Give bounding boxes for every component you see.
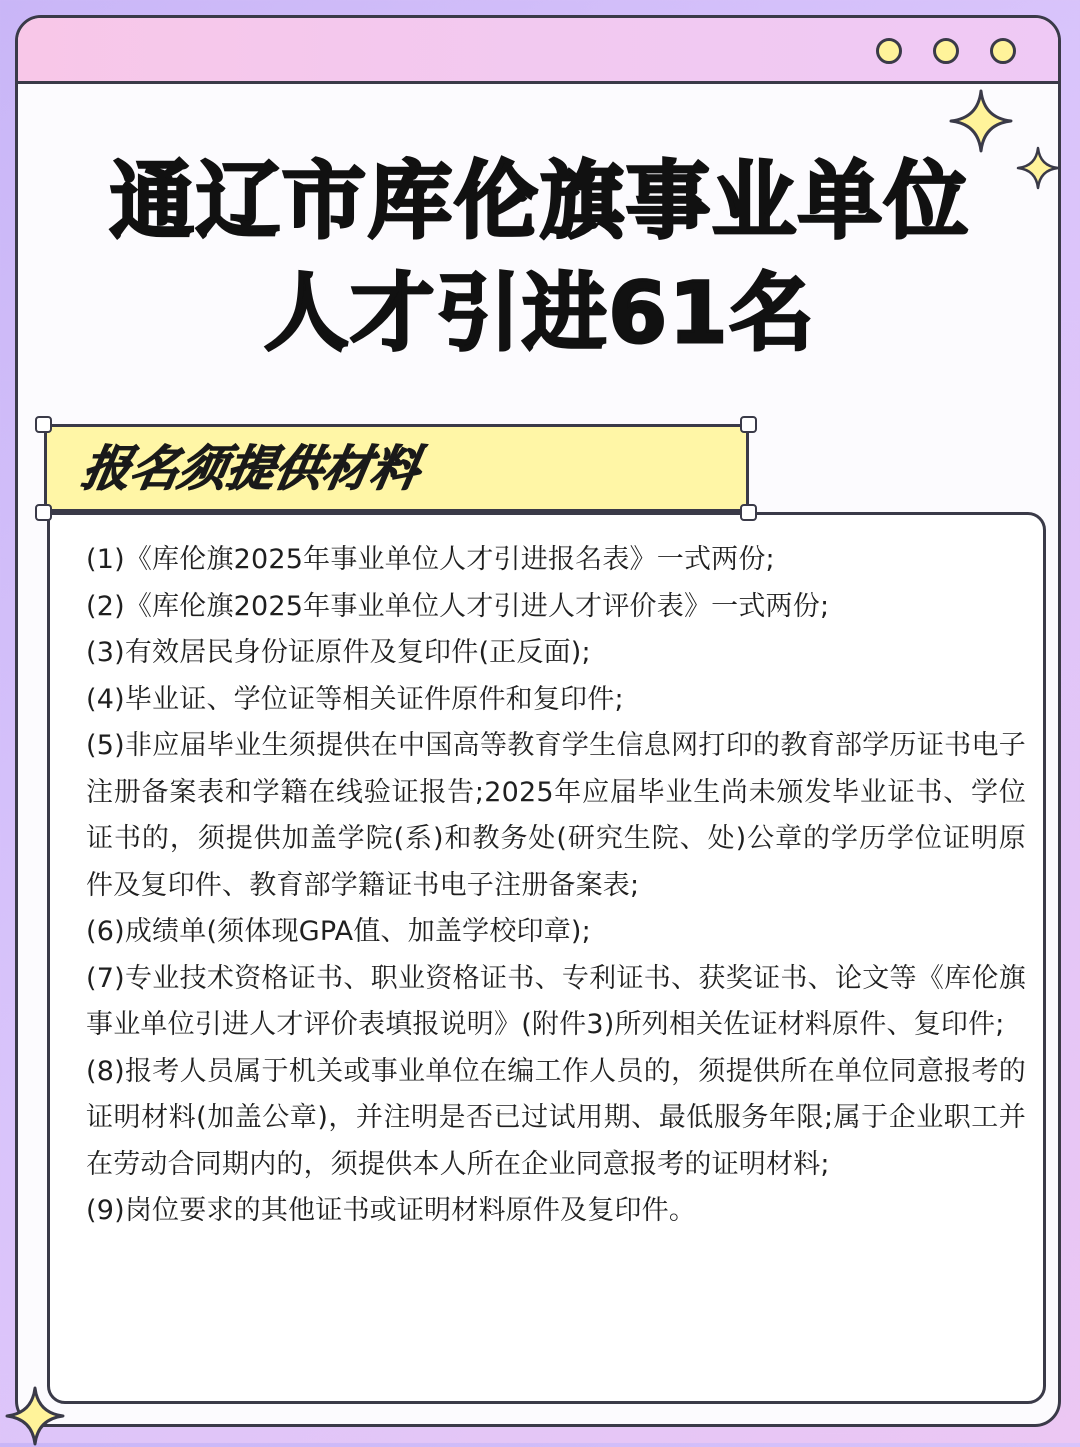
materials-list: [86, 537, 1026, 1235]
window-control-dot-2[interactable]: [933, 38, 959, 64]
resize-handle-top-left[interactable]: [35, 416, 52, 433]
list-item: (3)有效居民身份证原件及复印件(正反面);: [86, 637, 591, 668]
page-title: [0, 145, 1080, 369]
list-item: (2)《库伦旗2025年事业单位人才引进人才评价表》一式两份;: [86, 590, 830, 622]
page-title-line-2: 人才引进61名: [264, 264, 816, 362]
window-control-dot-3[interactable]: [990, 38, 1016, 64]
list-item: (6)成绩单(须体现GPA值、加盖学校印章);: [86, 916, 591, 947]
list-item: (7)专业技术资格证书、职业资格证书、专利证书、获奖证书、论文等《库伦旗事业单位引进人才评价表填报说明》(附件3)所列相关佐证材料原件、复印件;: [86, 962, 1026, 1040]
resize-handle-top-right[interactable]: [740, 416, 757, 433]
page-title-line-1: 通辽市库伦旗事业单位: [109, 152, 970, 250]
list-item: (1)《库伦旗2025年事业单位人才引进报名表》一式两份;: [86, 544, 775, 575]
window-control-dot-1[interactable]: [876, 38, 902, 64]
list-item: (5)非应届毕业生须提供在中国高等教育学生信息网打印的教育部学历证书电子注册备案表和学籍在线验证报告;2025年应届毕业生尚未颁发毕业证书、学位证书的，须提供加盖学院(系)和教务处(研究生院、处)公章的学历学位证明原件及复印件、教育部学籍证书电子注册备案表;: [86, 730, 1026, 901]
resize-handle-bottom-right[interactable]: [740, 504, 757, 521]
list-item: (9)岗位要求的其他证书或证明材料原件及复印件。: [86, 1195, 697, 1226]
list-item: (4)毕业证、学位证等相关证件原件和复印件;: [86, 683, 624, 715]
materials-content-box: [47, 512, 1046, 1404]
window-titlebar: [18, 18, 1058, 84]
resize-handle-bottom-left[interactable]: [35, 504, 52, 521]
section-label-text: 报名须提供材料: [78, 441, 424, 497]
list-item: (8)报考人员属于机关或事业单位在编工作人员的，须提供所在单位同意报考的证明材料(加盖公章)，并注明是否已过试用期、最低服务年限;属于企业职工并在劳动合同期内的，须提供本人所在企业同意报考的证明材料;: [86, 1055, 1026, 1180]
section-label-box: [44, 424, 749, 512]
